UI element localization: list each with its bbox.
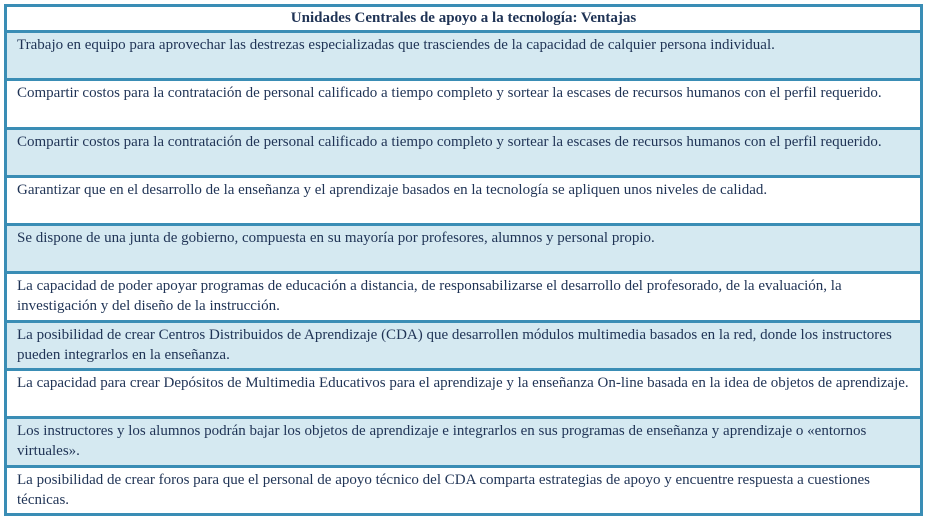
table-row: La posibilidad de crear foros para que el personal de apoyo técnico del CDA comparta estrategias de apoyo y encuentre respuesta a cuestiones técnicas. (7, 468, 920, 513)
advantages-table (4, 4, 923, 516)
table-row: Se dispone de una junta de gobierno, compuesta en su mayoría por profesores, alumnos y personal propio. (7, 226, 920, 271)
table-row: Trabajo en equipo para aprovechar las destrezas especializadas que trasciendes de la capacidad de calquier persona individual. (7, 33, 920, 78)
table-row: Compartir costos para la contratación de personal calificado a tiempo completo y sortear la escases de recursos humanos con el perfil requerido. (7, 130, 920, 175)
table-row: Los instructores y los alumnos podrán bajar los objetos de aprendizaje e integrarlos en sus programas de enseñanza y aprendizaje o «entornos virtuales». (7, 419, 920, 464)
table-row: La capacidad de poder apoyar programas de educación a distancia, de responsabilizarse el desarrollo del profesorado, de la evaluación, la investigación y del diseño de la instrucción. (7, 274, 920, 319)
table-row: La posibilidad de crear Centros Distribuidos de Aprendizaje (CDA) que desarrollen módulos multimedia basados en la red, donde los instructores pueden integrarlos en la enseñanza. (7, 323, 920, 368)
table-row: Garantizar que en el desarrollo de la enseñanza y el aprendizaje basados en la tecnología se apliquen unos niveles de calidad. (7, 178, 920, 223)
table-title: Unidades Centrales de apoyo a la tecnología: Ventajas (7, 7, 920, 30)
table-row: La capacidad para crear Depósitos de Multimedia Educativos para el aprendizaje y la enseñanza On-line basada en la idea de objetos de aprendizaje. (7, 371, 920, 416)
table-row: Compartir costos para la contratación de personal calificado a tiempo completo y sortear la escases de recursos humanos con el perfil requerido. (7, 81, 920, 126)
